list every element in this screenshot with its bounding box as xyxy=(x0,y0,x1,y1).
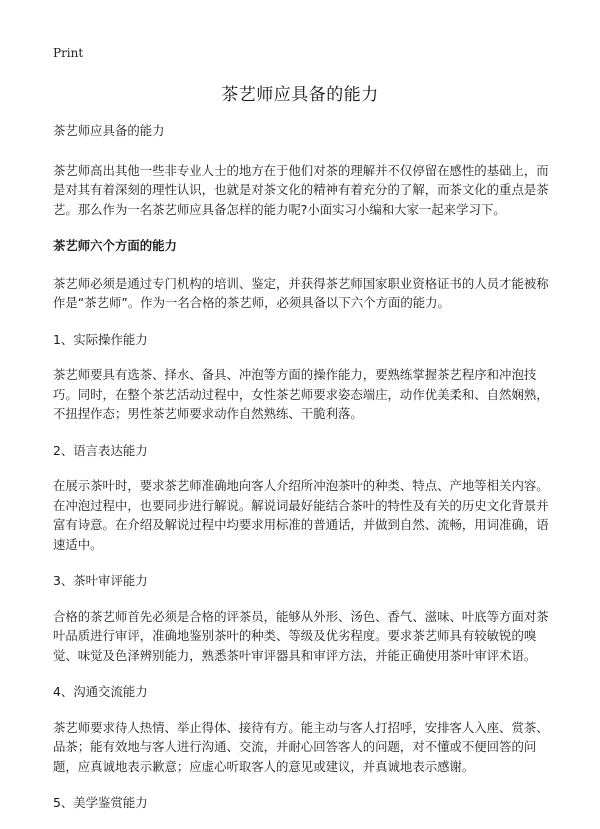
item-5-heading: 5、美学鉴赏能力 xyxy=(53,795,148,810)
article-subtitle: 茶艺师应具备的能力 xyxy=(53,123,165,138)
item-4-body: 茶艺师要求待人热情、举止得体、接待有方。能主动与客人打招呼，安排客人入座、赏茶、品茶；能有效地与客人进行沟通、交流，并耐心回答客人的问题，对不懂或不便回答的问题，应真诚地表示歉意；应虚心听取客人的意见或建议，并真诚地表示感谢。 xyxy=(53,719,549,774)
intro-paragraph: 茶艺师高出其他一些非专业人士的地方在于他们对茶的理解并不仅停留在感性的基础上，而是对其有着深刻的理性认识，也就是对茶文化的精神有着充分的了解，而茶文化的重点是茶艺。那么作为一名茶艺师应具备怎样的能力呢?小面实习小编和大家一起来学习下。 xyxy=(53,162,549,217)
section-heading: 茶艺师六个方面的能力 xyxy=(53,238,177,253)
item-3-heading: 3、茶叶审评能力 xyxy=(53,573,148,588)
item-2-body: 在展示茶叶时，要求茶艺师准确地向客人介绍所冲泡茶叶的种类、特点、产地等相关内容。在冲泡过程中，也要同步进行解说。解说词最好能结合茶叶的特性及有关的历史文化背景并富有诗意。在介绍及解说过程中均要求用标准的普通话，并做到自然、流畅，用词准确，语速适中。 xyxy=(53,478,549,552)
item-1-heading: 1、实际操作能力 xyxy=(53,331,148,347)
page-title: 茶艺师应具备的能力 xyxy=(221,85,379,105)
print-link[interactable]: Print xyxy=(53,46,84,60)
section-intro-paragraph: 茶艺师必须是通过专门机构的培训、鉴定，并获得茶艺师国家职业资格证书的人员才能被称作是“茶艺师”。作为一名合格的茶艺师，必须具备以下六个方面的能力。 xyxy=(53,275,549,310)
item-1-body: 茶艺师要具有选茶、择水、备具、冲泡等方面的操作能力，要熟练掌握茶艺程序和冲泡技巧。同时，在整个茶艺活动过程中，女性茶艺师要求姿态端庄，动作优美柔和、自然娴熟，不扭捏作态；男性茶艺师要求动作自然熟练、干脆利落。 xyxy=(53,367,549,421)
item-2-heading: 2、语言表达能力 xyxy=(53,442,148,458)
article-body xyxy=(53,121,553,829)
item-4-heading: 4、沟通交流能力 xyxy=(53,684,148,699)
item-3-body: 合格的茶艺师首先必须是合格的评茶员，能够从外形、汤色、香气、滋味、叶底等方面对茶叶品质进行审评，准确地鉴别茶叶的种类、等级及优劣程度。要求茶艺师具有较敏锐的嗅觉、味觉及色泽辨别能力，熟悉茶叶审评器具和审评方法，并能正确使用茶叶审评术语。 xyxy=(53,608,549,663)
